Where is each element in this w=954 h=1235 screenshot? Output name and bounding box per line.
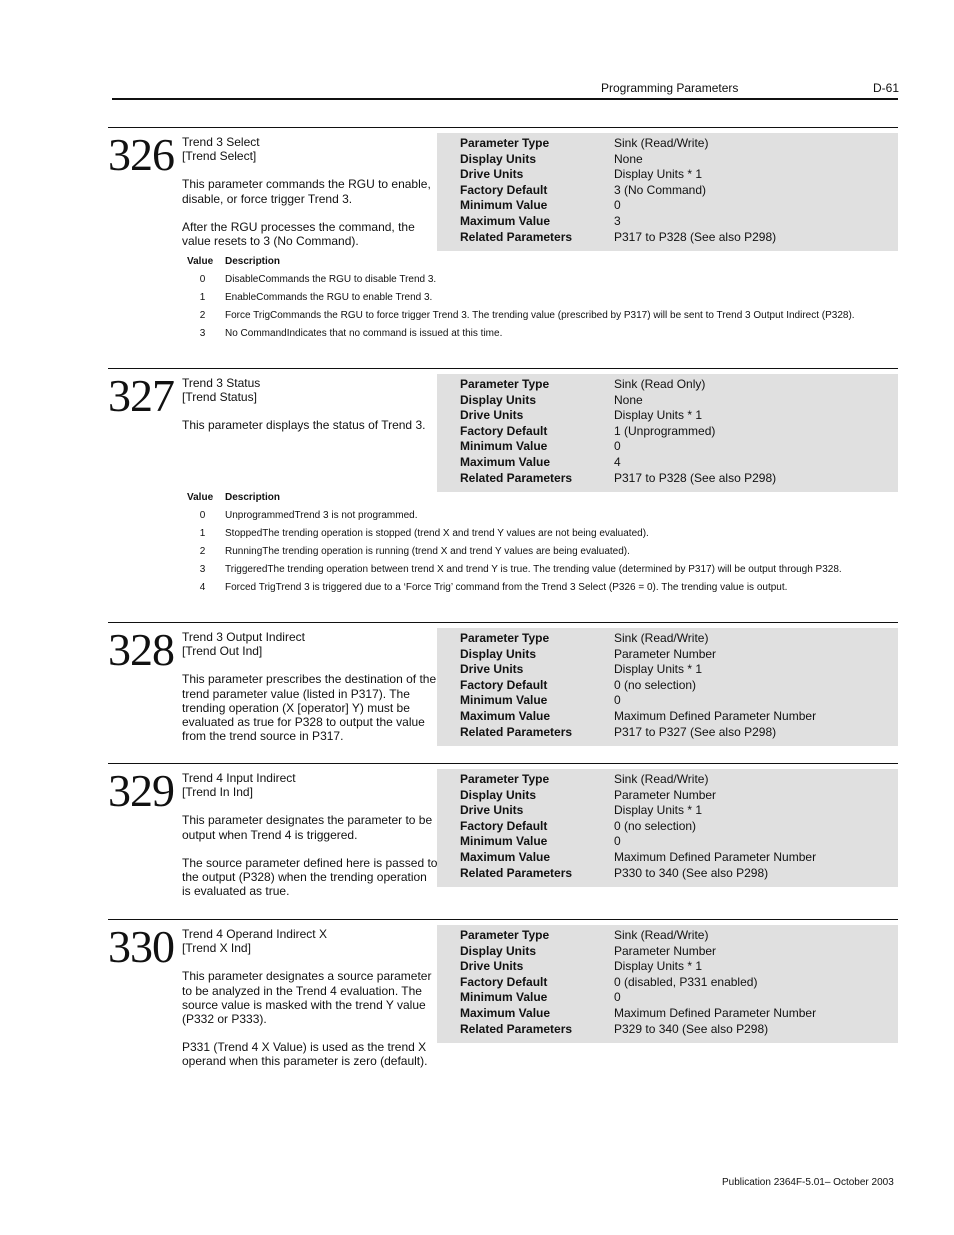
property-row (437, 944, 898, 960)
parameter-short-name: [Trend In Ind] (182, 785, 253, 800)
property-value: None (614, 392, 643, 407)
property-row (437, 455, 898, 471)
property-row (437, 959, 898, 975)
value-row (187, 310, 855, 328)
parameter-info (182, 135, 438, 262)
parameter-name (182, 927, 438, 955)
property-label: Related Parameters (460, 1021, 573, 1036)
property-value: Display Units * 1 (614, 803, 703, 818)
parameter-full-name: Trend 3 Output Indirect (182, 630, 305, 644)
property-label: Related Parameters (460, 724, 573, 739)
property-row (437, 850, 898, 866)
parameter-full-name: Trend 4 Input Indirect (182, 771, 296, 785)
property-row (437, 424, 898, 440)
parameter-short-name: [Trend Status] (182, 390, 257, 405)
value-header: Value (187, 256, 214, 267)
property-row (437, 834, 898, 850)
property-row (437, 928, 898, 944)
section-rule (108, 368, 898, 369)
property-label: Drive Units (460, 167, 524, 182)
value-code: 3 (199, 328, 206, 339)
property-row (437, 693, 898, 709)
property-label: Minimum Value (460, 990, 548, 1005)
property-row (437, 788, 898, 804)
property-row (437, 471, 898, 487)
property-label: Parameter Type (460, 772, 550, 786)
value-row (187, 528, 842, 546)
value-row (187, 546, 842, 564)
property-label: Minimum Value (460, 198, 548, 213)
property-label: Parameter Type (460, 928, 550, 942)
parameter-name (182, 376, 438, 404)
property-value: 3 (No Command) (614, 182, 707, 197)
parameter-number: 328 (108, 624, 174, 675)
section-rule (108, 919, 898, 920)
value-row (187, 510, 842, 528)
property-value: 3 (614, 213, 621, 228)
parameter-full-name: Trend 3 Select (182, 135, 260, 149)
property-row (437, 662, 898, 678)
property-value: Sink (Read/Write) (614, 136, 709, 150)
property-label: Display Units (460, 392, 537, 407)
property-label: Parameter Type (460, 377, 550, 391)
property-row (437, 214, 898, 230)
parameter-info (182, 927, 438, 1083)
property-label: Maximum Value (460, 454, 551, 469)
property-row (437, 631, 898, 647)
property-row (437, 198, 898, 214)
description-header: Description (225, 256, 281, 267)
value-code: 4 (199, 582, 206, 593)
section-rule (108, 763, 898, 764)
property-label: Related Parameters (460, 865, 573, 880)
value-description: No CommandIndicates that no command is issued at this time. (225, 328, 503, 339)
section-title: Programming Parameters (601, 81, 739, 95)
parameter-description: This parameter designates a source parameter to be analyzed in the Trend 4 evaluation. The source value is masked with the trend Y value (P332 or P333). (182, 969, 432, 1027)
property-row (437, 990, 898, 1006)
property-value: 0 (disabled, P331 enabled) (614, 974, 758, 989)
property-label: Display Units (460, 787, 537, 802)
parameter-info (182, 771, 438, 912)
value-description: StoppedThe trending operation is stopped (trend X and trend Y values are not being evaluated). (225, 528, 649, 539)
value-description: TriggeredThe trending operation between trend X and trend Y is true. The trending value (determined by P317) will be output through P328. (225, 564, 842, 575)
parameter-description: This parameter commands the RGU to enable, disable, or force trigger Trend 3. (182, 177, 431, 206)
property-label: Factory Default (460, 818, 548, 833)
parameter-short-name: [Trend Select] (182, 149, 257, 164)
parameter-properties (437, 925, 898, 1043)
value-table-header (187, 256, 855, 274)
property-label: Maximum Value (460, 1005, 551, 1020)
property-row (437, 866, 898, 882)
property-label: Minimum Value (460, 439, 548, 454)
value-row (187, 582, 842, 600)
property-value: P317 to P327 (See also P298) (614, 724, 777, 739)
parameter-description: This parameter displays the status of Trend 3. (182, 418, 426, 433)
parameter-full-name: Trend 3 Status (182, 376, 261, 390)
property-row (437, 772, 898, 788)
parameter-properties (437, 133, 898, 251)
parameter-name (182, 135, 438, 163)
property-label: Drive Units (460, 959, 524, 974)
value-description: Forced TrigTrend 3 is triggered due to a ‘Force Trig’ command from the Trend 3 Select (P326 = 0). The trending value is output. (225, 582, 788, 593)
property-value: Maximum Defined Parameter Number (614, 708, 817, 723)
section-rule (108, 127, 898, 128)
property-value: None (614, 151, 643, 166)
property-row (437, 1022, 898, 1038)
property-row (437, 183, 898, 199)
parameter-name (182, 771, 438, 799)
property-label: Maximum Value (460, 708, 551, 723)
property-row (437, 1006, 898, 1022)
parameter-description: P331 (Trend 4 X Value) is used as the trend X operand when this parameter is zero (default). (182, 1040, 428, 1069)
value-description: EnableCommands the RGU to enable Trend 3. (225, 292, 433, 303)
property-label: Factory Default (460, 974, 548, 989)
property-label: Parameter Type (460, 136, 550, 150)
property-value: Parameter Number (614, 646, 717, 661)
property-value: 0 (614, 834, 621, 849)
value-code: 0 (199, 510, 206, 521)
parameter-name (182, 630, 438, 658)
property-label: Drive Units (460, 662, 524, 677)
property-label: Minimum Value (460, 834, 548, 849)
header-rule (112, 98, 898, 100)
property-label: Display Units (460, 646, 537, 661)
property-row (437, 803, 898, 819)
parameter-number: 330 (108, 921, 174, 972)
property-value: 4 (614, 454, 621, 469)
property-row (437, 230, 898, 246)
value-row (187, 564, 842, 582)
property-value: Sink (Read Only) (614, 377, 706, 391)
property-value: Parameter Number (614, 787, 717, 802)
parameter-properties (437, 628, 898, 746)
property-value: Display Units * 1 (614, 959, 703, 974)
parameter-number: 327 (108, 370, 174, 421)
value-code: 0 (199, 274, 206, 285)
parameter-full-name: Trend 4 Operand Indirect X (182, 927, 327, 941)
parameter-properties (437, 374, 898, 492)
property-row (437, 167, 898, 183)
value-table-header (187, 492, 842, 510)
property-label: Minimum Value (460, 693, 548, 708)
property-value: 0 (no selection) (614, 818, 697, 833)
property-label: Maximum Value (460, 213, 551, 228)
property-value: Display Units * 1 (614, 408, 703, 423)
section-rule (108, 622, 898, 623)
property-label: Related Parameters (460, 229, 573, 244)
property-label: Maximum Value (460, 849, 551, 864)
property-value: P317 to P328 (See also P298) (614, 470, 777, 485)
property-value: Display Units * 1 (614, 662, 703, 677)
property-value: Maximum Defined Parameter Number (614, 849, 817, 864)
parameter-info (182, 376, 438, 447)
property-row (437, 439, 898, 455)
property-row (437, 975, 898, 991)
property-row (437, 709, 898, 725)
property-label: Factory Default (460, 423, 548, 438)
property-label: Factory Default (460, 182, 548, 197)
property-value: 1 (Unprogrammed) (614, 423, 716, 438)
property-label: Display Units (460, 151, 537, 166)
parameter-number: 329 (108, 765, 174, 816)
property-value: 0 (614, 439, 621, 454)
property-value: Sink (Read/Write) (614, 772, 709, 786)
value-header: Value (187, 492, 214, 503)
property-label: Display Units (460, 943, 537, 958)
value-row (187, 292, 855, 310)
value-row (187, 328, 855, 346)
property-value: Maximum Defined Parameter Number (614, 1005, 817, 1020)
property-label: Drive Units (460, 803, 524, 818)
property-row (437, 393, 898, 409)
property-value: P329 to 340 (See also P298) (614, 1021, 769, 1036)
property-value: 0 (614, 693, 621, 708)
property-row (437, 819, 898, 835)
value-description: UnprogrammedTrend 3 is not programmed. (225, 510, 418, 521)
value-code: 1 (199, 528, 206, 539)
property-value: Parameter Number (614, 943, 717, 958)
value-table-326 (187, 256, 855, 346)
property-label: Drive Units (460, 408, 524, 423)
value-description: DisableCommands the RGU to disable Trend 3. (225, 274, 437, 285)
value-code: 1 (199, 292, 206, 303)
property-row (437, 725, 898, 741)
value-code: 3 (199, 564, 206, 575)
property-row (437, 152, 898, 168)
property-value: Sink (Read/Write) (614, 631, 709, 645)
property-row (437, 647, 898, 663)
value-row (187, 274, 855, 292)
parameter-info (182, 630, 438, 757)
property-value: 0 (no selection) (614, 677, 697, 692)
value-table-327 (187, 492, 842, 600)
property-row (437, 678, 898, 694)
property-label: Related Parameters (460, 470, 573, 485)
description-header: Description (225, 492, 281, 503)
property-value: 0 (614, 198, 621, 213)
property-row (437, 377, 898, 393)
property-row (437, 408, 898, 424)
property-value: 0 (614, 990, 621, 1005)
property-label: Parameter Type (460, 631, 550, 645)
property-value: Sink (Read/Write) (614, 928, 709, 942)
value-code: 2 (199, 546, 206, 557)
parameter-short-name: [Trend Out Ind] (182, 644, 263, 659)
parameter-description: This parameter prescribes the destination of the trend parameter value (listed in P317). The trending operation (X [operator] Y) must be evaluated as true for P328 to output the value from the trend source in P317. (182, 672, 437, 744)
page-number: D-61 (873, 81, 900, 95)
property-value: Display Units * 1 (614, 167, 703, 182)
value-code: 2 (199, 310, 206, 321)
value-description: Force TrigCommands the RGU to force trigger Trend 3. The trending value (prescribed by P317) will be sent to Trend 3 Output Indirect (P328). (225, 310, 855, 321)
parameter-description: After the RGU processes the command, the value resets to 3 (No Command). (182, 219, 415, 249)
property-row (437, 136, 898, 152)
property-value: P330 to 340 (See also P298) (614, 865, 769, 880)
property-label: Factory Default (460, 677, 548, 692)
parameter-description: This parameter designates the parameter to be output when Trend 4 is triggered. (182, 813, 433, 842)
value-description: RunningThe trending operation is running (trend X and trend Y values are being evaluated). (225, 546, 630, 557)
property-value: P317 to P328 (See also P298) (614, 229, 777, 244)
parameter-properties (437, 769, 898, 887)
parameter-short-name: [Trend X Ind] (182, 941, 251, 956)
publication-footer: Publication 2364F-5.01– October 2003 (722, 1177, 894, 1188)
parameter-number: 326 (108, 129, 174, 180)
parameter-description: The source parameter defined here is passed to the output (P328) when the trending operation is evaluated as true. (182, 855, 438, 899)
